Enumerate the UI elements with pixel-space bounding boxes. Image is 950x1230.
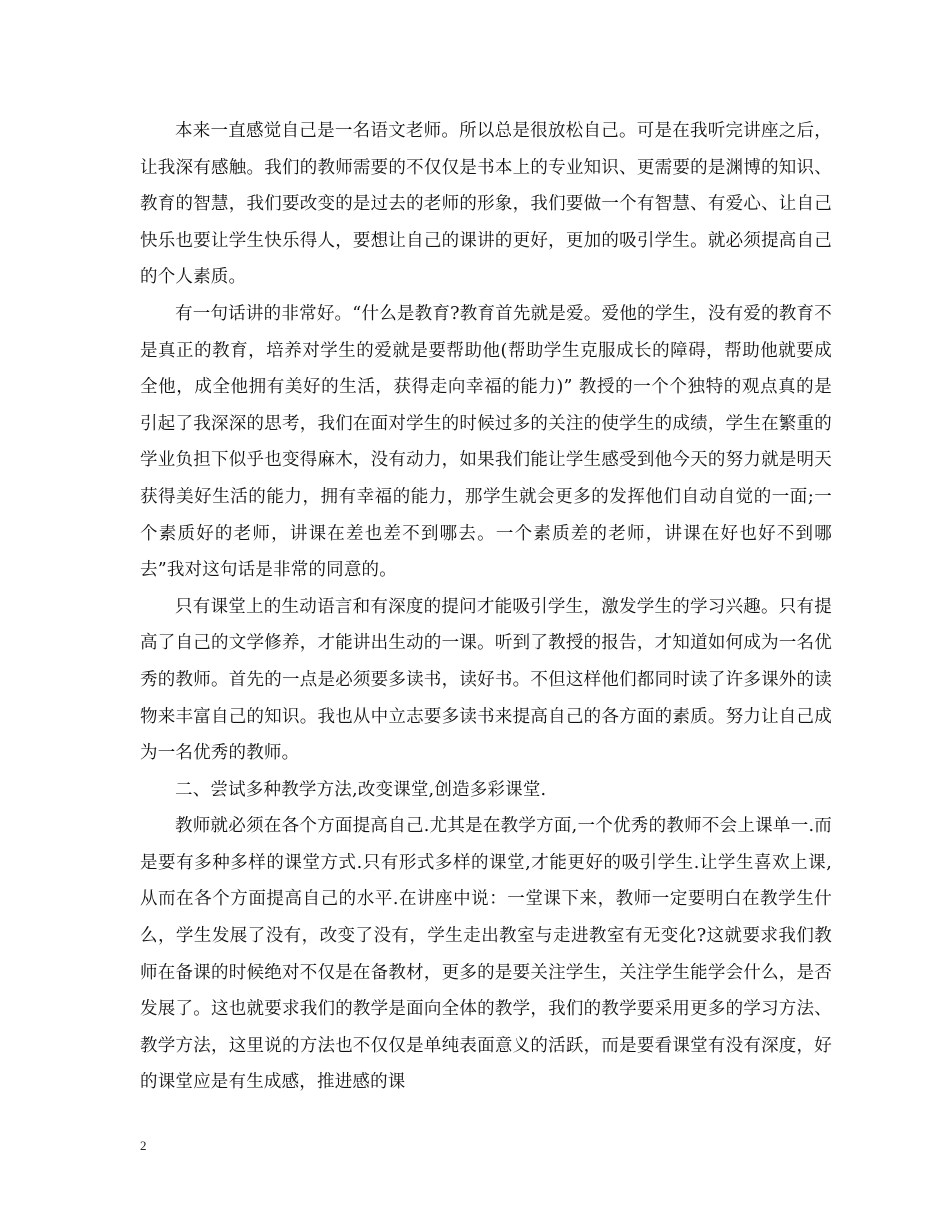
paragraph-3: 只有课堂上的生动语言和有深度的提问才能吸引学生，激发学生的学习兴趣。只有提高了自己的文学修养，才能讲出生动的一课。听到了教授的报告，才知道如何成为一名优秀的教师。首先的一点是必须要多读书，读好书。不但这样他们都同时读了许多课外的读物来丰富自己的知识。我也从中立志要多读书来提高自己的各方面的素质。努力让自己成为一名优秀的教师。	[140, 596, 832, 764]
document-body	[140, 113, 832, 1101]
section-heading: 二、尝试多种教学方法,改变课堂,创造多彩课堂.	[175, 779, 547, 800]
page-number: 2	[140, 1138, 147, 1153]
paragraph-4: 教师就必须在各个方面提高自己.尤其是在教学方面,一个优秀的教师不会上课单一.而是要有多种多样的课堂方式.只有形式多样的课堂,才能更好的吸引学生.让学生喜欢上课,从而在各个方面提高自己的水平.在讲座中说：一堂课下来，教师一定要明白在教学生什么，学生发展了没有，改变了没有，学生走出教室与走进教室有无变化?这就要求我们教师在备课的时候绝对不仅是在备教材，更多的是要关注学生，关注学生能学会什么，是否发展了。这也就要求我们的教学是面向全体的教学，我们的教学要采用更多的学习方法、教学方法，这里说的方法也不仅仅是单纯表面意义的活跃，而是要看课堂有没有深度，好的课堂应是有生成感，推进感的课	[140, 816, 832, 1093]
paragraph-1: 本来一直感觉自己是一名语文老师。所以总是很放松自己。可是在我听完讲座之后，让我深有感触。我们的教师需要的不仅仅是书本上的专业知识、更需要的是渊博的知识、教育的智慧，我们要改变的是过去的老师的形象，我们要做一个有智慧、有爱心、让自己快乐也要让学生快乐得人，要想让自己的课讲的更好，更加的吸引学生。就必须提高自己的个人素质。	[140, 121, 832, 288]
paragraph-2: 有一句话讲的非常好。“什么是教育?教育首先就是爱。爱他的学生，没有爱的教育不是真正的教育，培养对学生的爱就是要帮助他(帮助学生克服成长的障碍，帮助他就要成全他，成全他拥有美好的生活，获得走向幸福的能力)” 教授的一个个独特的观点真的是引起了我深深的思考，我们在面对学生的时候过多的关注的使学生的成绩，学生在繁重的学业负担下似乎也变得麻木，没有动力，如果我们能让学生感受到他今天的努力就是明天获得美好生活的能力，拥有幸福的能力，那学生就会更多的发挥他们自动自觉的一面;一个素质好的老师，讲课在差也差不到哪去。一个素质差的老师，讲课在好也好不到哪去”我对这句话是非常的同意的。	[140, 303, 832, 581]
